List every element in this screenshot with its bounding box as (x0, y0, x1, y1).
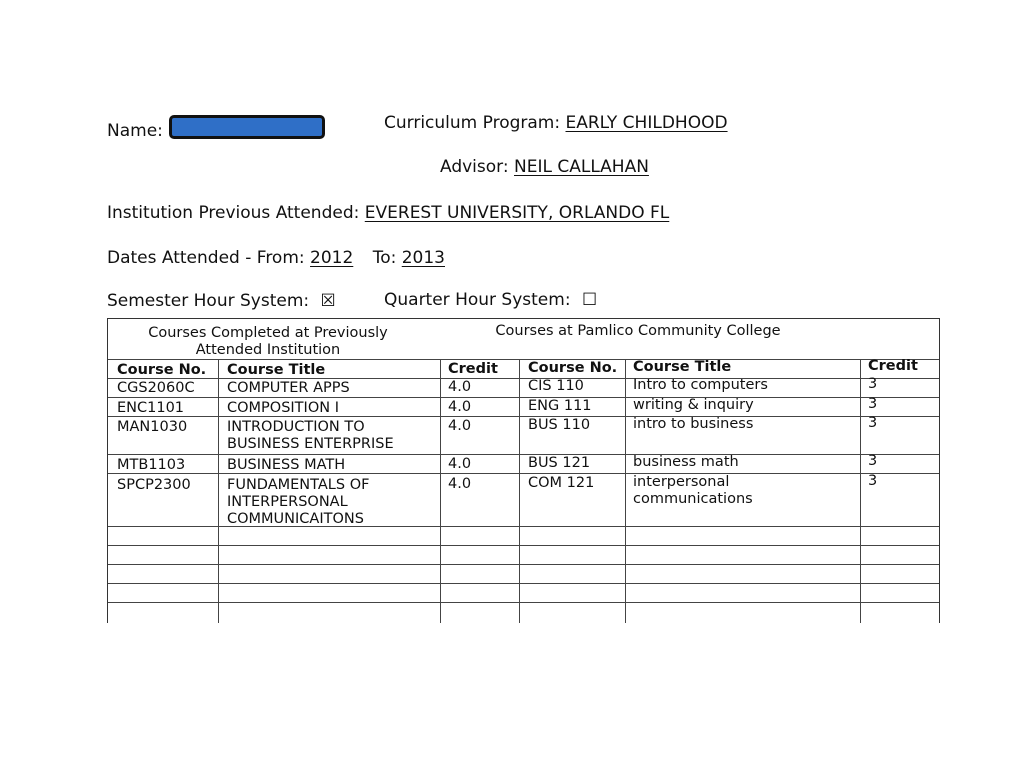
prev-course-title: INTRODUCTION TO (227, 419, 365, 435)
pcc-credit: 3 (868, 396, 878, 412)
row-rule (108, 583, 939, 584)
row-rule (108, 397, 939, 398)
program-value: EARLY CHILDHOOD (565, 113, 728, 133)
prev-credit: 4.0 (448, 476, 472, 492)
col-header-pcc-credit: Credit (868, 358, 918, 374)
advisor-value: NEIL CALLAHAN (514, 157, 649, 177)
prev-course-title: BUSINESS MATH (227, 457, 346, 473)
quarter-checkbox[interactable]: ☐ (581, 290, 598, 310)
prev-course-no: ENC1101 (117, 400, 185, 416)
row-rule (108, 454, 939, 455)
pcc-credit: 3 (868, 453, 878, 469)
pcc-course-title: writing & inquiry (633, 397, 754, 413)
pcc-course-title: business math (633, 454, 739, 470)
prev-credit: 4.0 (448, 379, 472, 395)
prev-credit: 4.0 (448, 456, 472, 472)
redacted-name-block (169, 115, 325, 139)
column-rule (218, 359, 219, 623)
pcc-credit: 3 (868, 415, 878, 431)
prev-credit: 4.0 (448, 399, 472, 415)
semester-label: Semester Hour System: (107, 291, 310, 311)
name-field (107, 115, 325, 141)
institution-label: Institution Previous Attended: (107, 203, 360, 223)
col-header-pcc-course-no: Course No. (528, 360, 618, 376)
dates-from-label: Dates Attended - From: (107, 248, 305, 268)
pcc-course-no: ENG 111 (528, 398, 592, 414)
col-header-pcc-course-title: Course Title (633, 359, 732, 375)
semester-checkbox[interactable]: ☒ (320, 291, 336, 311)
pcc-section-title: Courses at Pamlico Community College (495, 323, 781, 339)
dates-from-value: 2012 (310, 248, 354, 268)
program-field (384, 113, 728, 133)
row-rule (108, 602, 939, 603)
pcc-course-title: interpersonal (633, 474, 730, 490)
prev-course-no: MTB1103 (117, 457, 186, 473)
prev-section-title: Courses Completed at Previously Attended Institution (148, 325, 388, 358)
advisor-label: Advisor: (440, 157, 509, 177)
column-rule (860, 359, 861, 623)
prev-course-no: MAN1030 (117, 419, 188, 435)
course-table (107, 318, 940, 623)
dates-field (107, 248, 445, 268)
col-header-course-no: Course No. (117, 362, 207, 378)
col-header-credit: Credit (448, 361, 498, 377)
row-rule (108, 545, 939, 546)
pcc-credit: 3 (868, 473, 878, 489)
pcc-course-title: communications (633, 491, 753, 507)
row-rule (108, 564, 939, 565)
prev-course-title: INTERPERSONAL (227, 494, 348, 510)
semester-field (107, 291, 336, 311)
quarter-label: Quarter Hour System: (384, 290, 571, 310)
prev-course-title: COMPUTER APPS (227, 380, 350, 396)
col-header-course-title: Course Title (227, 362, 326, 378)
pcc-course-no: COM 121 (528, 475, 595, 491)
pcc-course-no: BUS 121 (528, 455, 591, 471)
pcc-course-no: CIS 110 (528, 378, 584, 394)
pcc-course-no: BUS 110 (528, 417, 591, 433)
pcc-course-title: intro to business (633, 416, 754, 432)
quarter-field (384, 290, 597, 310)
column-rule (625, 359, 626, 623)
column-rule (519, 359, 520, 623)
prev-course-title: BUSINESS ENTERPRISE (227, 436, 394, 452)
prev-course-title: COMMUNICAITONS (227, 511, 364, 527)
dates-to-label: To: (372, 248, 397, 268)
pcc-course-title: Intro to computers (633, 377, 768, 393)
prev-course-title: COMPOSITION I (227, 400, 339, 416)
advisor-field (440, 157, 649, 177)
name-label: Name: (107, 121, 163, 141)
prev-course-no: SPCP2300 (117, 477, 191, 493)
dates-to-value: 2013 (401, 248, 445, 268)
pcc-credit: 3 (868, 376, 878, 392)
program-label: Curriculum Program: (384, 113, 561, 133)
prev-credit: 4.0 (448, 418, 472, 434)
column-rule (440, 359, 441, 623)
institution-field (107, 203, 669, 223)
prev-course-no: CGS2060C (117, 380, 195, 396)
prev-course-title: FUNDAMENTALS OF (227, 477, 370, 493)
institution-value: EVEREST UNIVERSITY, ORLANDO FL (364, 203, 670, 223)
header-rule (108, 359, 939, 360)
